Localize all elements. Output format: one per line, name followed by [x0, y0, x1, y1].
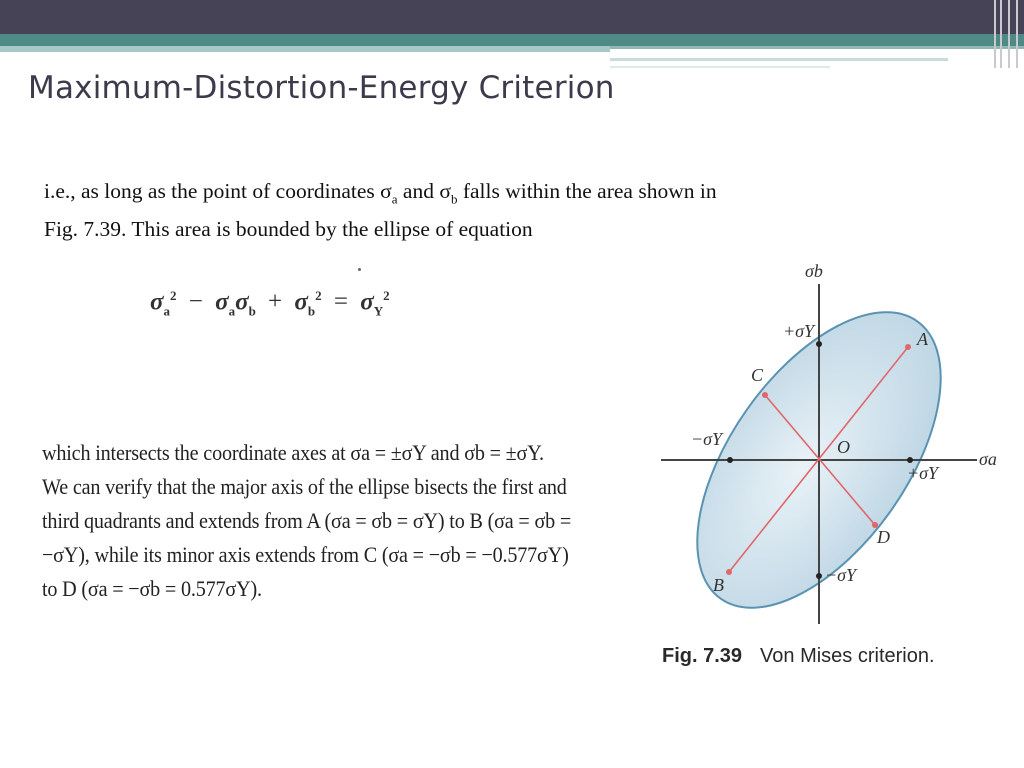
von-mises-figure: [655, 250, 1015, 630]
sigma-symbol: σ: [439, 179, 451, 203]
intercept-left: [727, 457, 733, 463]
header-dark-band: [0, 0, 1024, 34]
eq-sigma: σ: [360, 288, 374, 316]
subscript-b: b: [450, 191, 458, 207]
ellipse-equation: [150, 288, 390, 319]
von-mises-ellipse: [655, 270, 989, 630]
figure-number: Fig. 7.39: [662, 645, 743, 667]
eq-sub: b: [307, 303, 316, 319]
eq-sub: a: [163, 303, 170, 319]
eq-sub: b: [248, 303, 256, 319]
intercept-top: [816, 341, 822, 347]
slide-title: Maximum-Distortion-Energy Criterion: [28, 70, 615, 106]
eq-operator: =: [333, 288, 348, 316]
eq-operator: +: [268, 288, 283, 316]
header-accent-line: [610, 58, 948, 61]
label-minus-sigma-y-left: −σY: [691, 429, 723, 449]
intro-text: and: [397, 179, 440, 203]
eq-exp: 2: [383, 288, 390, 303]
point-C: [762, 392, 768, 398]
label-origin: O: [837, 437, 850, 457]
intro-text: Fig. 7.39. This area is bounded by the ellipse of equation: [44, 217, 533, 242]
header-teal-band: [0, 34, 1024, 46]
intro-paragraph: [44, 176, 984, 245]
header-edge-line: [1008, 0, 1010, 68]
point-A: [905, 344, 911, 350]
figure-caption-text: Von Mises criterion.: [760, 645, 935, 667]
scanned-text-line: −σY), while its minor axis extends from C (σa = −σb = −0.577σY): [42, 542, 569, 567]
intercept-bottom: [816, 573, 822, 579]
scanned-text-block: [42, 436, 572, 606]
label-sigma-b: σb: [805, 261, 823, 281]
scanned-text-line: third quadrants and extends from A (σa = σb = σY) to B (σa = σb =: [42, 508, 572, 533]
label-A: A: [917, 329, 928, 349]
label-B: B: [713, 575, 724, 595]
sigma-symbol: σ: [380, 179, 392, 203]
header-edge-line: [994, 0, 996, 68]
label-D: D: [877, 527, 890, 547]
label-plus-sigma-y-right: +σY: [907, 463, 939, 483]
point-B: [726, 569, 732, 575]
label-sigma-a: σa: [979, 449, 997, 469]
eq-sigma: σ: [294, 288, 308, 316]
eq-exp: 2: [169, 288, 177, 303]
scanned-text-line: which intersects the coordinate axes at σa = ±σY and σb = ±σY.: [42, 440, 544, 465]
header-accent-line: [610, 46, 1024, 49]
header-accent-line: [610, 66, 830, 68]
label-C: C: [751, 365, 764, 385]
intro-text: i.e., as long as the point of coordinates: [44, 179, 381, 203]
label-minus-sigma-y-bottom: −σY: [825, 565, 857, 585]
eq-sub: Y: [373, 303, 384, 319]
eq-sigma: σ: [235, 288, 249, 316]
subscript-a: a: [391, 191, 398, 207]
eq-sub: a: [228, 303, 236, 319]
figure-caption: [662, 645, 935, 668]
scanned-text-line: to D (σa = −σb = 0.577σY).: [42, 576, 262, 601]
eq-operator: −: [188, 288, 203, 316]
scanned-text-line: We can verify that the major axis of the ellipse bisects the first and: [42, 474, 567, 499]
eq-sigma: σ: [215, 288, 229, 316]
header-edge-line: [1016, 0, 1018, 68]
label-plus-sigma-y-top: +σY: [783, 321, 815, 341]
eq-sigma: σ: [150, 288, 164, 316]
header-edge-line: [1000, 0, 1002, 68]
stray-dot: [358, 268, 361, 271]
intro-text: falls within the area shown in: [457, 179, 717, 203]
eq-exp: 2: [315, 288, 322, 303]
header-light-strip: [0, 46, 610, 52]
